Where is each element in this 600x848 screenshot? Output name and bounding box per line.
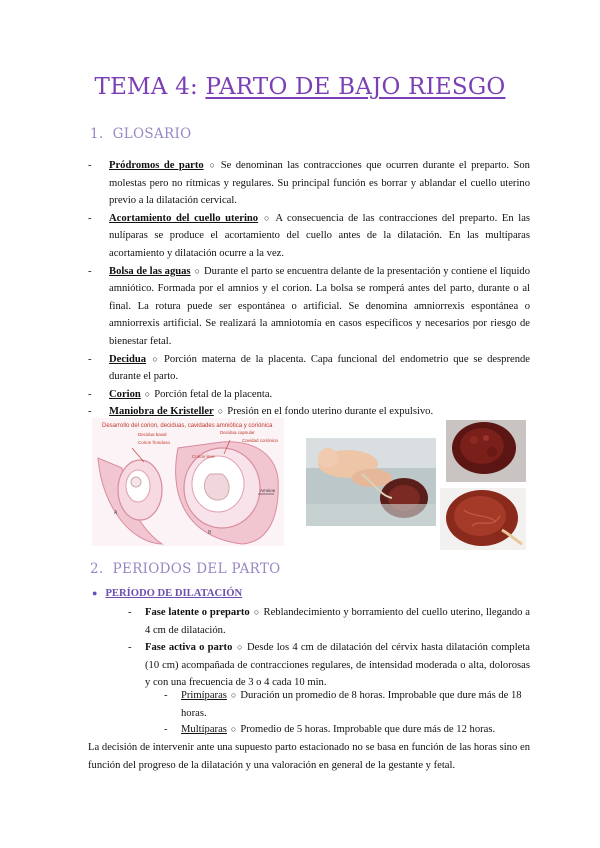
- subtype-name: Primíparas: [181, 690, 227, 701]
- glossary-item: - Corion ○ Porción fetal de la placenta.: [88, 388, 273, 400]
- glossary-list: [88, 157, 530, 421]
- glossary-item: - Pródromos de parto ○ Se denominan las contracciones que ocurren durante el preparto. Son molestas pero no rítmicas y regulares. Su principal función es borrar y ablandar el cuello uterino previo a la dilatación cervical.: [88, 160, 530, 207]
- diagram-label: Decidua basal: [138, 432, 167, 437]
- bullet-dot-icon: ●: [92, 588, 98, 598]
- subtype-item: - Multíparas ○ Promedio de 5 horas. Improbable que dure más de 12 horas.: [164, 724, 496, 735]
- phase-item: - Fase activa o parto ○ Desde los 4 cm de dilatación del cérvix hasta dilatación completa (10 cm) acompañada de contracciones regulares, de intensidad moderada o alta, dolorosas y con una frecuencia de 3 o 4 cada 10 min.: [128, 642, 531, 689]
- newborn-placenta-photo: [306, 438, 436, 526]
- diagram-mark: B: [208, 530, 212, 536]
- phase-name: Fase activa o parto: [145, 642, 233, 653]
- section-heading-glosario: 1. GLOSARIO: [90, 126, 192, 142]
- diagram-label: Corion frondoso: [138, 440, 171, 445]
- glossary-definition: Presión en el fondo uterino durante el expulsivo.: [227, 406, 434, 418]
- glossary-definition: Porción materna de la placenta. Capa funcional del endometrio que se desprende durante el parto.: [109, 353, 531, 383]
- glossary-definition: Porción fetal de la placenta.: [154, 388, 273, 400]
- glossary-term: Bolsa de las aguas: [109, 265, 191, 277]
- period-heading: ● PERÍODO DE DILATACIÓN: [92, 588, 243, 599]
- glossary-term: Corion: [109, 388, 141, 400]
- glossary-term: Maniobra de Kristeller: [109, 406, 214, 418]
- glossary-term: Pródromos de parto: [109, 160, 204, 171]
- glossary-definition: Durante el parto se encuentra delante de la presentación y contiene el líquido amniótico. Formada por el amnios y el corion. La bolsa se romperá antes del parto, durante o al final. La rotura puede ser espontánea o artificial. Se denomina amniorrexis espontánea o amniorrexis artificial. Se realizará la amniotomía en casos específicos y necesarios por riesgo de bienestar fetal.: [109, 265, 530, 347]
- section-heading-periodos: 2. PERIODOS DEL PARTO: [90, 561, 281, 577]
- subtype-name: Multíparas: [181, 724, 227, 735]
- diagram-label: Cavidad coriónica: [242, 438, 278, 443]
- title-main: PARTO DE BAJO RIESGO: [205, 74, 506, 100]
- glossary-item: - Acortamiento del cuello uterino ○ A consecuencia de las contracciones del preparto. En las nulíparas se produce el acortamiento del cuello antes de la dilatación. En las multíparas acortamiento y dilatación ocurre a la vez.: [88, 212, 531, 259]
- phase-text: Reblandecimiento y borramiento del cuello uterino, llegando a 4 cm de dilatación.: [145, 607, 530, 636]
- diagram-label: Amnios: [260, 488, 276, 493]
- diagram-label: Decidua capsular: [220, 430, 255, 435]
- subtype-text: Duración un promedio de 8 horas. Improbable que dure más de 18 horas.: [181, 690, 522, 719]
- closing-paragraph: La decisión de intervenir ante una supuesto parto estacionado no se basa en función de las horas sino en función del progreso de la dilatación y una valoración en general de la gestante y fetal.: [88, 742, 530, 771]
- glossary-definition: Se denominan las contracciones que ocurren durante el preparto. Son molestas pero no rítmicas y regulares. Su principal función es borrar y ablandar el cuello uterino previo a la dilatación cervical.: [109, 160, 530, 207]
- placenta-fetal-photo: [440, 488, 526, 550]
- placenta-maternal-photo: [446, 420, 526, 482]
- diagram-label: Corion leve: [192, 454, 215, 459]
- diagram-mark: A: [114, 510, 118, 516]
- uterus-diagram: [92, 418, 284, 546]
- phase-text: Desde los 4 cm de dilatación del cérvix hasta dilatación completa (10 cm) acompañada de contracciones regulares, de intensidad moderada o alta, dolorosas y con una frecuencia de 3 o 4 cada 10 min.: [145, 642, 531, 689]
- phase-name: Fase latente o preparto: [145, 607, 250, 618]
- phase-item: - Fase latente o preparto ○ Reblandecimiento y borramiento del cuello uterino, llegando a 4 cm de dilatación.: [128, 607, 530, 636]
- figure-row: [92, 418, 532, 550]
- title-prefix: TEMA 4:: [94, 74, 198, 100]
- subtype-text: Promedio de 5 horas. Improbable que dure más de 12 horas.: [240, 724, 496, 735]
- glossary-item: - Bolsa de las aguas ○ Durante el parto se encuentra delante de la presentación y contiene el líquido amniótico. Formada por el amnios y el corion. La bolsa se romperá antes del parto, durante o al final. La rotura puede ser espontánea o artificial. Se denomina amniorrexis espontánea o amniorrexis artificial. Se realizará la amniotomía en casos específicos y necesarios por riesgo de bienestar fetal.: [88, 265, 530, 347]
- page-title: [0, 74, 600, 100]
- glossary-term: Decidua: [109, 353, 147, 365]
- glossary-item: - Maniobra de Kristeller ○ Presión en el fondo uterino durante el expulsivo.: [88, 406, 434, 418]
- glossary-item: - Decidua ○ Porción materna de la placenta. Capa funcional del endometrio que se desprende durante el parto.: [88, 353, 531, 383]
- glossary-term: Acortamiento del cuello uterino: [109, 212, 259, 224]
- figure-svg: [92, 418, 532, 550]
- subtype-item: - Primíparas ○ Duración un promedio de 8 horas. Improbable que dure más de 18 horas.: [164, 690, 522, 719]
- diagram-title: Desarrollo del corion, deciduas, cavidades amniótica y coriónica: [102, 423, 273, 429]
- glossary-definition: A consecuencia de las contracciones del preparto. En las nulíparas se produce el acortamiento del cuello antes de la dilatación. En las multíparas acortamiento y dilatación ocurre a la vez.: [109, 212, 531, 259]
